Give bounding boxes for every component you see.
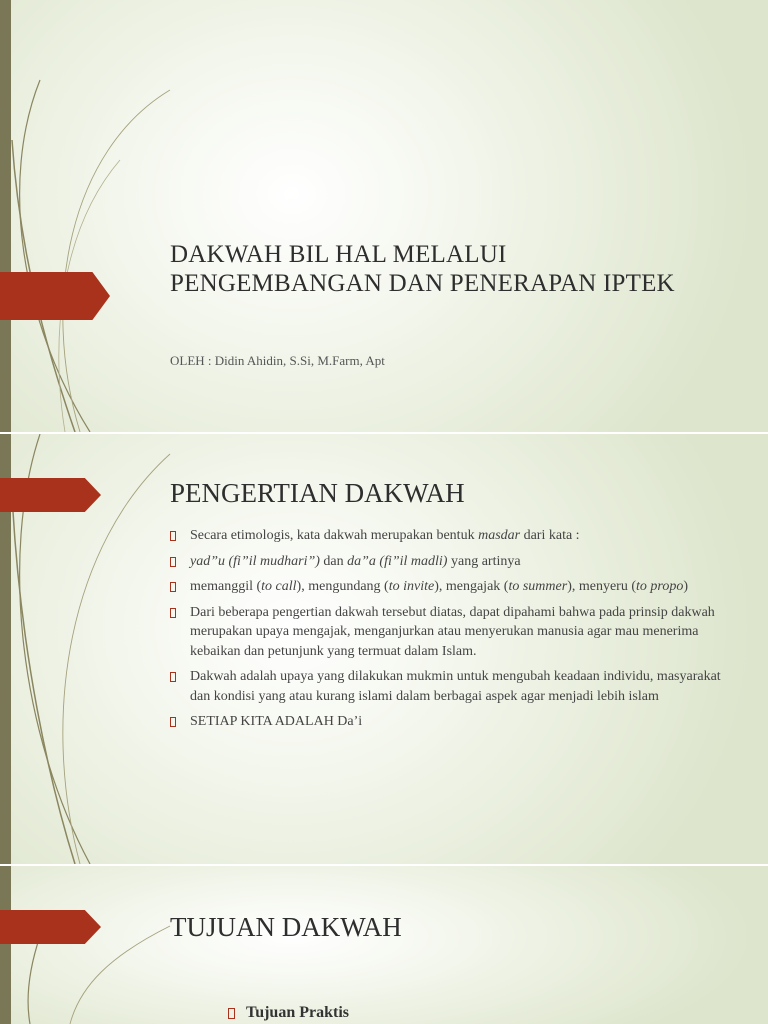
- bullet-italic-text: to summer: [508, 579, 568, 594]
- hollow-square-bullet-icon: [228, 1008, 235, 1019]
- hollow-square-bullet-icon: [170, 717, 176, 727]
- sub-point: [228, 1004, 349, 1022]
- swirl-decoration-icon: [0, 866, 200, 1024]
- bullet-item: [170, 712, 730, 732]
- bullet-text: Dari beberapa pengertian dakwah tersebut diatas, dapat dipahami bahwa pada prinsip dakwah merupakan upaya mengajak, menganjurkan atau menyerukan manusia agar mau menerima kebaikan dan petunjunk yang termuat dalam Islam.: [190, 604, 715, 659]
- bullet-text: ), mengundang (: [296, 579, 389, 594]
- red-arrow-tab-icon: [0, 478, 101, 512]
- bullet-item: [170, 577, 730, 597]
- bullet-text: dan: [319, 553, 348, 569]
- bullet-text: ), menyeru (: [567, 579, 636, 594]
- slide-pengertian: [0, 434, 768, 864]
- hollow-square-bullet-icon: [170, 557, 176, 567]
- sub-point-text: Tujuan Praktis: [246, 1004, 349, 1021]
- bullet-italic-text: da”a (fi”il madli): [347, 553, 448, 569]
- bullet-text: Dakwah adalah upaya yang dilakukan mukmin untuk mengubah keadaan individu, masyarakat dan kondisi yang atau kurang islami dalam berbagai aspek agar menjadi lebih islam: [190, 669, 721, 704]
- bullet-item: [170, 667, 730, 706]
- bullet-italic-text: masdar: [478, 528, 521, 543]
- author-subtitle: OLEH : Didin Ahidin, S.Si, M.Farm, Apt: [170, 353, 385, 368]
- red-arrow-tab-icon: [0, 910, 101, 944]
- bullet-italic-text: to call: [261, 579, 297, 594]
- hollow-square-bullet-icon: [170, 582, 176, 592]
- slide-heading: TUJUAN DAKWAH: [170, 912, 402, 942]
- red-arrow-tab-icon: [0, 272, 110, 320]
- bullet-text: yang artinya: [447, 553, 521, 569]
- hollow-square-bullet-icon: [170, 672, 176, 682]
- bullet-italic-text: to invite: [388, 579, 435, 594]
- bullet-italic-text: yad”u (fi”il mudhari”): [190, 553, 320, 569]
- bullet-item: [170, 526, 730, 546]
- bullet-item: [170, 552, 730, 572]
- hollow-square-bullet-icon: [170, 531, 176, 541]
- bullet-text: SETIAP KITA ADALAH Da’i: [190, 714, 363, 729]
- title-line-1: DAKWAH BIL HAL MELALUI: [170, 241, 507, 268]
- bullet-text: Secara etimologis, kata dakwah merupakan bentuk: [190, 528, 479, 543]
- bullet-list: [170, 526, 730, 738]
- bullet-text: dari kata :: [520, 528, 580, 543]
- bullet-item: [170, 603, 730, 662]
- bullet-text: ), mengajak (: [434, 579, 509, 594]
- bullet-text: memanggil (: [190, 579, 262, 594]
- bullet-text: ): [683, 579, 688, 594]
- slide-title-text: [170, 240, 675, 298]
- title-line-2: PENGEMBANGAN DAN PENERAPAN IPTEK: [170, 270, 675, 297]
- bullet-italic-text: to propo: [636, 579, 684, 594]
- slide-tujuan: [0, 866, 768, 1024]
- hollow-square-bullet-icon: [170, 608, 176, 618]
- slide-heading: PENGERTIAN DAKWAH: [170, 478, 465, 508]
- slide-title: [0, 0, 768, 432]
